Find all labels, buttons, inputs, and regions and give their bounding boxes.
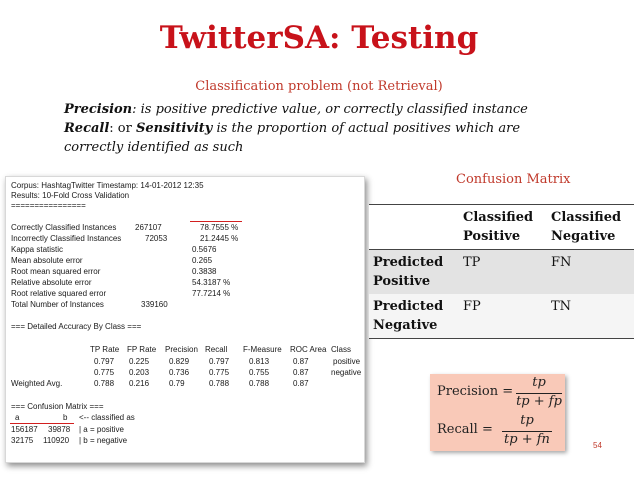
summary-label: Kappa statistic (11, 245, 64, 254)
acc-cell: 0.87 (293, 357, 309, 366)
precision-text: : is positive predictive value, or correctly classified instance (132, 102, 528, 117)
summary-value: 0.265 (192, 256, 213, 265)
cm-row-label-predicted-positive: Predicted Positive (369, 250, 459, 295)
acc-col-header: TP Rate (90, 345, 120, 354)
summary-label: Total Number of Instances (11, 300, 104, 309)
weka-output-panel (5, 176, 365, 463)
acc-cell: 0.79 (169, 379, 185, 388)
recall-numerator: tp (520, 413, 534, 428)
acc-cell: 0.216 (129, 379, 150, 388)
cm-cell: 156187 (11, 425, 38, 434)
confusion-matrix-table (369, 204, 634, 339)
summary-label: Incorrectly Classified Instances (11, 234, 122, 243)
summary-extra: 21.2445 % (200, 234, 239, 243)
cm-cell-fp: FP (459, 294, 547, 339)
acc-col-header: Recall (205, 345, 228, 354)
cm-row-predicted-positive (369, 250, 634, 295)
slide-subtitle: Classification problem (not Retrieval) (195, 79, 443, 94)
cm-cell: 39878 (48, 425, 71, 434)
summary-value: 0.3838 (192, 267, 217, 276)
precision-denominator: tp + fp (516, 394, 562, 409)
acc-cell: 0.736 (169, 368, 190, 377)
recall-definition (64, 121, 520, 136)
confusion-matrix-title: Confusion Matrix (456, 172, 571, 187)
cm-row-label: | a = positive (79, 425, 124, 434)
recall-formula-label: Recall = (437, 422, 493, 437)
summary-value: 72053 (145, 234, 168, 243)
cm-row-label-predicted-negative: Predicted Negative (369, 294, 459, 339)
summary-label: Root mean squared error (11, 267, 101, 276)
cm-col-a: a (15, 413, 20, 422)
acc-col-header: Precision (165, 345, 198, 354)
slide-title: TwitterSA: Testing (159, 20, 479, 56)
formula-box (430, 374, 565, 451)
recall-text-2: correctly identified as such (64, 140, 244, 155)
precision-definition (64, 102, 528, 117)
acc-cell: negative (331, 368, 362, 377)
summary-value: 339160 (141, 300, 168, 309)
acc-cell: 0.87 (293, 368, 309, 377)
sensitivity-term: Sensitivity (135, 121, 213, 136)
acc-col-header: Class (331, 345, 352, 354)
acc-cell: Weighted Avg. (11, 379, 63, 388)
cm-header-row (369, 205, 634, 250)
cm-row-predicted-negative (369, 294, 634, 339)
summary-label: Correctly Classified Instances (11, 223, 117, 232)
acc-cell: 0.775 (209, 368, 230, 377)
cm-cell-fn: FN (547, 250, 634, 295)
summary-label: Relative absolute error (11, 278, 92, 287)
acc-cell: 0.87 (293, 379, 309, 388)
weka-corpus-line: Corpus: HashtagTwitter Timestamp: 14-01-2012 12:35 (11, 181, 204, 190)
page-number: 54 (593, 441, 602, 450)
acc-cell: 0.813 (249, 357, 270, 366)
cm-header-classified-positive: Classified Positive (459, 205, 547, 250)
cm-row-label: | b = negative (79, 436, 128, 445)
confusion-matrix-header: === Confusion Matrix === (11, 402, 104, 411)
detailed-accuracy-header: === Detailed Accuracy By Class === (11, 322, 142, 331)
acc-cell: 0.755 (249, 368, 270, 377)
acc-col-header: FP Rate (127, 345, 157, 354)
cm-cell: 32175 (11, 436, 34, 445)
summary-value: 0.5676 (192, 245, 217, 254)
weka-results-line: Results: 10-Fold Cross Validation (11, 191, 130, 200)
cm-cell-tp: TP (459, 250, 547, 295)
weka-separator: ================ (11, 201, 86, 210)
correct-underline (190, 221, 242, 222)
summary-extra: 78.7555 % (200, 223, 239, 232)
cm-col-note: <-- classified as (79, 413, 135, 422)
recall-term: Recall (64, 121, 110, 136)
cm-header-classified-negative: Classified Negative (547, 205, 634, 250)
cm-col-b: b (63, 413, 68, 422)
recall-denominator: tp + fn (504, 432, 550, 447)
acc-cell: 0.829 (169, 357, 190, 366)
summary-value: 77.7214 % (192, 289, 231, 298)
summary-label: Mean absolute error (11, 256, 83, 265)
recall-text: is the proportion of actual positives which are (212, 121, 521, 136)
cm-cell-tn: TN (547, 294, 634, 339)
acc-col-header: ROC Area (290, 345, 327, 354)
acc-cell: 0.788 (249, 379, 270, 388)
recall-mid: : or (109, 121, 136, 136)
acc-cell: 0.775 (94, 368, 115, 377)
acc-cell: 0.203 (129, 368, 150, 377)
precision-numerator: tp (532, 375, 546, 390)
recall-definition-cont (64, 140, 243, 155)
summary-value: 54.3187 % (192, 278, 231, 287)
precision-term: Precision (64, 102, 133, 117)
summary-value: 267107 (135, 223, 162, 232)
precision-formula-label: Precision = (437, 384, 514, 399)
cm-cell: 110920 (43, 436, 70, 445)
acc-col-header: F-Measure (243, 345, 282, 354)
summary-label: Root relative squared error (11, 289, 107, 298)
acc-cell: positive (333, 357, 361, 366)
acc-cell: 0.788 (94, 379, 115, 388)
acc-cell: 0.225 (129, 357, 150, 366)
acc-cell: 0.797 (209, 357, 230, 366)
acc-cell: 0.797 (94, 357, 115, 366)
cm-header-underline (10, 423, 74, 424)
acc-cell: 0.788 (209, 379, 230, 388)
